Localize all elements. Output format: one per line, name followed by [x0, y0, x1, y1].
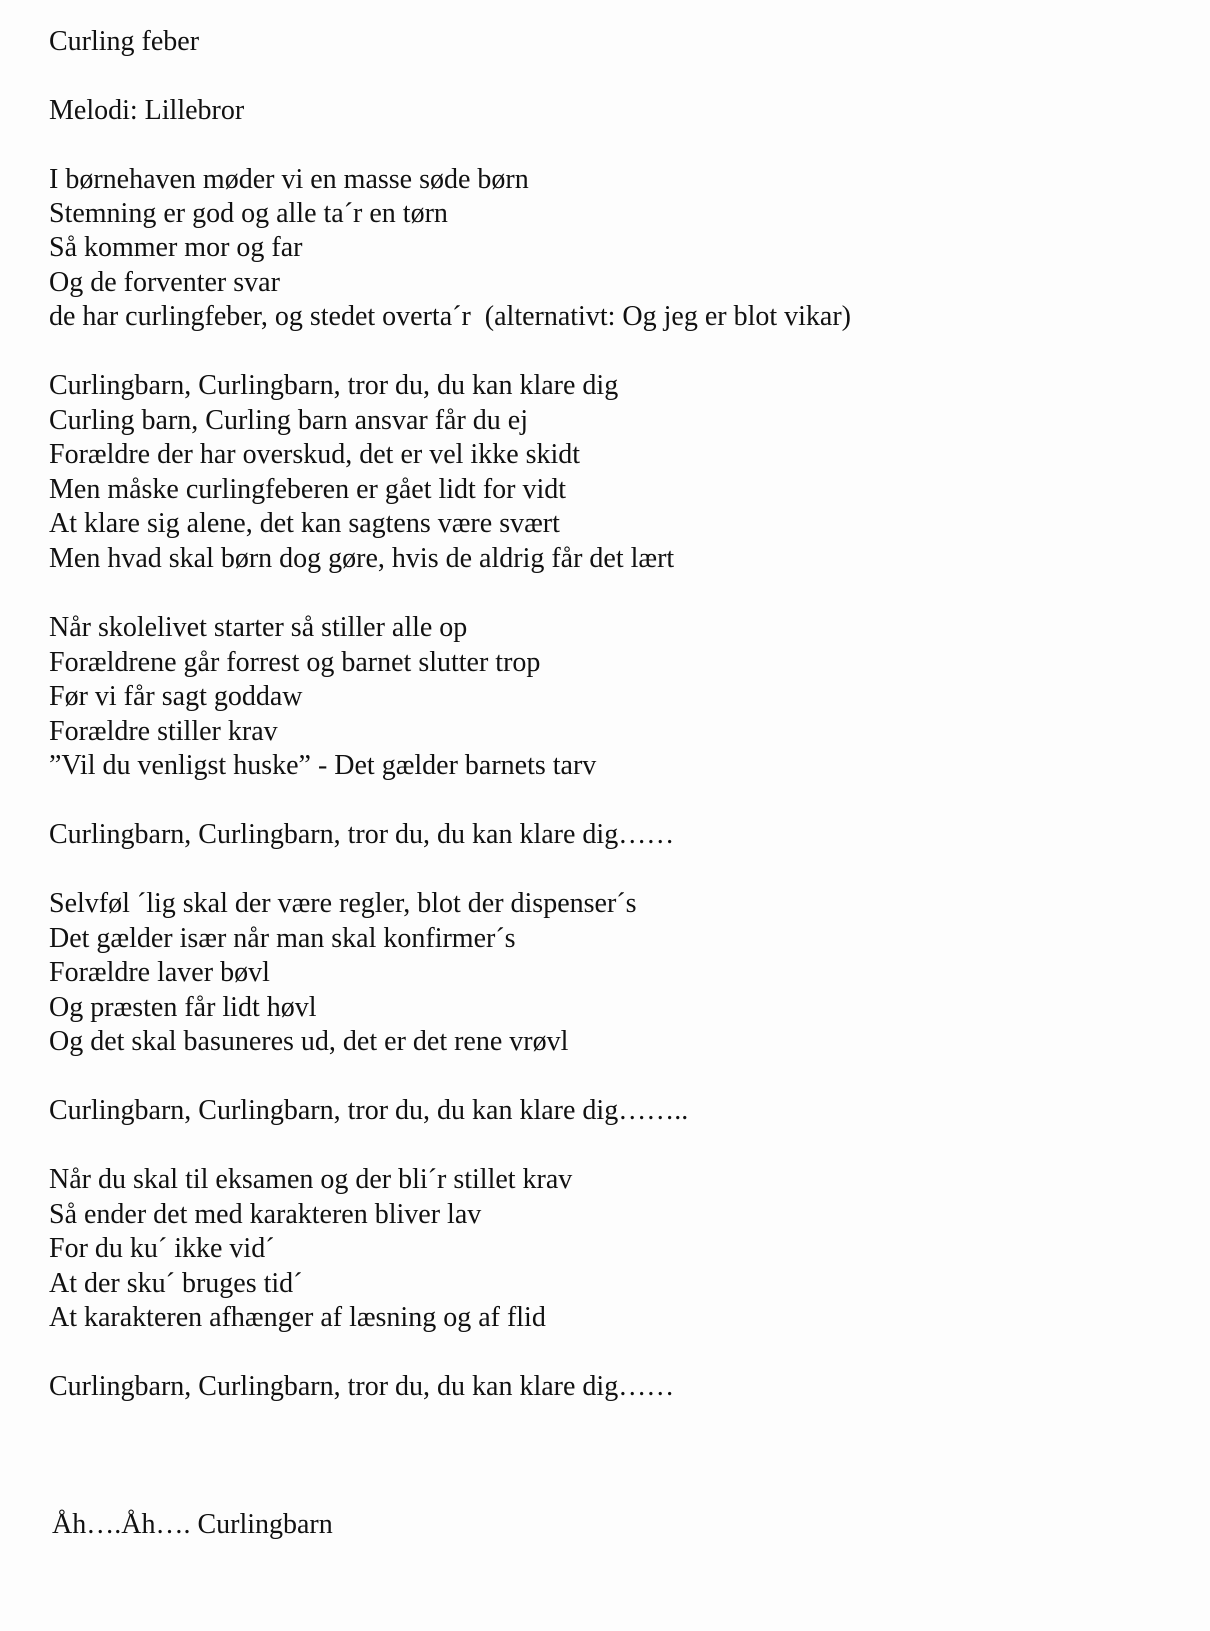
- chorus-reference: Curlingbarn, Curlingbarn, tror du, du kan klare dig……: [49, 819, 675, 850]
- chorus-line: Forældre der har overskud, det er vel ikke skidt: [49, 439, 581, 470]
- verse-line: de har curlingfeber, og stedet overta´r (alternativt: Og jeg er blot vikar): [49, 301, 851, 332]
- verse-line: Så ender det med karakteren bliver lav: [49, 1199, 482, 1230]
- verse-line: Så kommer mor og far: [49, 232, 303, 263]
- verse-line: ”Vil du venligst huske” - Det gælder barnets tarv: [49, 750, 597, 781]
- verse-line: At karakteren afhænger af læsning og af flid: [49, 1302, 546, 1333]
- melody-line: Melodi: Lillebror: [49, 95, 245, 126]
- verse-line: Og det skal basuneres ud, det er det rene vrøvl: [49, 1026, 569, 1057]
- verse-line: Stemning er god og alle ta´r en tørn: [49, 198, 448, 229]
- verse-line: Når skolelivet starter så stiller alle op: [49, 612, 468, 643]
- chorus-line: Curlingbarn, Curlingbarn, tror du, du kan klare dig: [49, 370, 619, 401]
- verse-line: For du ku´ ikke vid´: [49, 1233, 275, 1264]
- verse-line: Forældre laver bøvl: [49, 957, 270, 988]
- chorus-reference: Curlingbarn, Curlingbarn, tror du, du kan klare dig……..: [49, 1095, 689, 1126]
- chorus-line: Men hvad skal børn dog gøre, hvis de aldrig får det lært: [49, 543, 675, 574]
- chorus-line: Curling barn, Curling barn ansvar får du ej: [49, 405, 528, 436]
- verse-line: At der sku´ bruges tid´: [49, 1268, 303, 1299]
- verse-line: Forældrene går forrest og barnet slutter trop: [49, 647, 541, 678]
- verse-line: Før vi får sagt goddaw: [49, 681, 303, 712]
- verse-line: Det gælder især når man skal konfirmer´s: [49, 923, 516, 954]
- chorus-line: At klare sig alene, det kan sagtens være svært: [49, 508, 560, 539]
- verse-line: Og de forventer svar: [49, 267, 280, 298]
- outro-line: Åh….Åh…. Curlingbarn: [52, 1509, 333, 1540]
- verse-line: Forældre stiller krav: [49, 716, 278, 747]
- verse-line: I børnehaven møder vi en masse søde børn: [49, 164, 529, 195]
- chorus-line: Men måske curlingfeberen er gået lidt for vidt: [49, 474, 567, 505]
- verse-line: Selvføl ´lig skal der være regler, blot der dispenser´s: [49, 888, 637, 919]
- song-title: Curling feber: [49, 26, 200, 57]
- chorus-reference: Curlingbarn, Curlingbarn, tror du, du kan klare dig……: [49, 1371, 675, 1402]
- verse-line: Og præsten får lidt høvl: [49, 992, 317, 1023]
- verse-line: Når du skal til eksamen og der bli´r stillet krav: [49, 1164, 573, 1195]
